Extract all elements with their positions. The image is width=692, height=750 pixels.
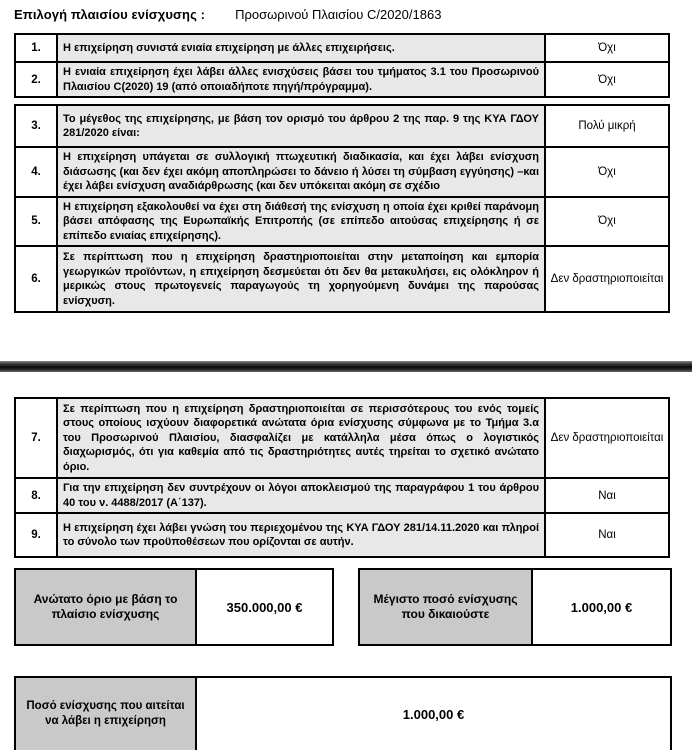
row-question (58, 247, 546, 311)
row-number: 6. (16, 247, 58, 311)
questions-table-3 (14, 397, 670, 558)
row-answer: Όχι (546, 198, 668, 246)
question-text: Η επιχείρηση συνιστά ενιαία επιχείρηση με άλλες επιχειρήσεις. (63, 41, 395, 54)
max-aid-label: Μέγιστο ποσό ενίσχυσης που δικαιούστε (360, 570, 533, 644)
question-text: Η επιχείρηση έχει λάβει γνώση του περιεχομένου της ΚΥΑ ΓΔΟΥ 281/14.11.2020 και πληροί το σύνολο των προϋποθέσεων που ορίζονται σε αυτήν. (63, 521, 539, 548)
row-answer: Ναι (546, 514, 668, 556)
row-number: 2. (16, 63, 58, 96)
row-number: 3. (16, 106, 58, 146)
aid-ceiling-value: 350.000,00 € (197, 570, 332, 644)
question-text: Σε περίπτωση που η επιχείρηση δραστηριοποιείται στην μεταποίηση και εμπορία γεωργικών προϊόντων, η επιχείρηση δεσμεύεται ότι δεν θα μετακυλήσει, εις ολόκληρον ή μερικώς στους πρωτογενείς παραγωγούς τη χορηγούμενη δυνάμει της παρούσας ενίσχυση. (63, 251, 539, 307)
table-row-q4 (16, 146, 668, 196)
aid-framework-label: Επιλογή πλαισίου ενίσχυσης : (14, 7, 206, 22)
table-row-q5 (16, 196, 668, 246)
max-aid-box (358, 568, 672, 646)
aid-ceiling-label: Ανώτατο όριο με βάση το πλαίσιο ενίσχυσης (16, 570, 197, 644)
row-number: 7. (16, 399, 58, 477)
table-row-q1 (16, 35, 668, 61)
table-row-q8 (16, 477, 668, 512)
requested-aid-value: 1.000,00 € (197, 678, 670, 750)
table-row-q7 (16, 399, 668, 477)
row-answer: Όχι (546, 35, 668, 61)
aid-ceiling-box (14, 568, 334, 646)
table-row-q9 (16, 512, 668, 556)
row-question (58, 35, 546, 61)
page-break-divider (0, 361, 692, 372)
row-question (58, 198, 546, 246)
row-number: 9. (16, 514, 58, 556)
aid-framework-value: Προσωρινού Πλαισίου C/2020/1863 (235, 7, 442, 22)
row-number: 1. (16, 35, 58, 61)
summary-boxes-row (14, 568, 692, 646)
question-text: Σε περίπτωση που η επιχείρηση δραστηριοποιείται σε περισσότερους του ενός τομείς στους οποίους ισχύουν διαφορετικά ανώτατα όρια ενίσχυσης σύμφωνα με το Τμήμα 3.α του Προσωρινού Πλαισίου, διασφαλίζει με κατάλληλα μέσα όπως ο λογιστικός διαχωρισμός, ότι για καθεμία από τις δραστηριότητες αυτές τηρείται το σχετικό ανώτατο όριο. (63, 402, 539, 473)
row-answer: Όχι (546, 148, 668, 196)
row-question (58, 514, 546, 556)
row-answer: Όχι (546, 63, 668, 96)
table-row-q6 (16, 245, 668, 311)
table-row-q2 (16, 61, 668, 96)
question-text: Το μέγεθος της επιχείρησης, με βάση τον ορισμό του άρθρου 2 της παρ. 9 της ΚΥΑ ΓΔΟΥ 281/2020 είναι: (63, 112, 539, 139)
row-question (58, 479, 546, 512)
questions-table-1 (14, 33, 670, 98)
row-number: 8. (16, 479, 58, 512)
questions-table-2 (14, 104, 670, 313)
question-text: Η επιχείρηση εξακολουθεί να έχει στη διάθεσή της ενίσχυση η οποία έχει κριθεί παράνομη βάσει απόφασης της Ευρωπαϊκής Επιτροπής (σε επίπεδο αιτούσας επιχείρησης ή σε επίπεδο ενιαίας επιχείρησης). (63, 200, 539, 242)
question-text: Η ενιαία επιχείρηση έχει λάβει άλλες ενισχύσεις βάσει του τμήματος 3.1 του Προσωρινού Πλαισίου C(2020) 19 (από οποιαδήποτε πηγή/πρόγραμμα). (63, 66, 539, 93)
row-question (58, 399, 546, 477)
document-header (0, 0, 692, 22)
requested-aid-box (14, 676, 672, 750)
row-question (58, 106, 546, 146)
row-answer: Δεν δραστηριοποιείται (546, 399, 668, 477)
row-answer: Πολύ μικρή (546, 106, 668, 146)
row-answer: Δεν δραστηριοποιείται (546, 247, 668, 311)
row-number: 4. (16, 148, 58, 196)
row-answer: Ναι (546, 479, 668, 512)
question-text: Για την επιχείρηση δεν συντρέχουν οι λόγοι αποκλεισμού της παραγράφου 1 του άρθρου 40 του ν. 4488/2017 (Α΄137). (63, 482, 539, 509)
table-row-q3 (16, 106, 668, 146)
row-question (58, 148, 546, 196)
row-question (58, 63, 546, 96)
requested-aid-label: Ποσό ενίσχυσης που αιτείται να λάβει η επιχείρηση (16, 678, 197, 750)
max-aid-value: 1.000,00 € (533, 570, 670, 644)
question-text: Η επιχείρηση υπάγεται σε συλλογική πτωχευτική διαδικασία, και έχει λάβει ενίσχυση διάσωσης (και δεν έχει ακόμη αποπληρώσει το δάνειο ή λύσει τη σύμβαση εγγύησης) –και έχει λάβει ενίσχυση αναδιάρθρωσης (και δεν υπόκειται ακόμη σε σχέδιο (63, 151, 539, 192)
row-number: 5. (16, 198, 58, 246)
